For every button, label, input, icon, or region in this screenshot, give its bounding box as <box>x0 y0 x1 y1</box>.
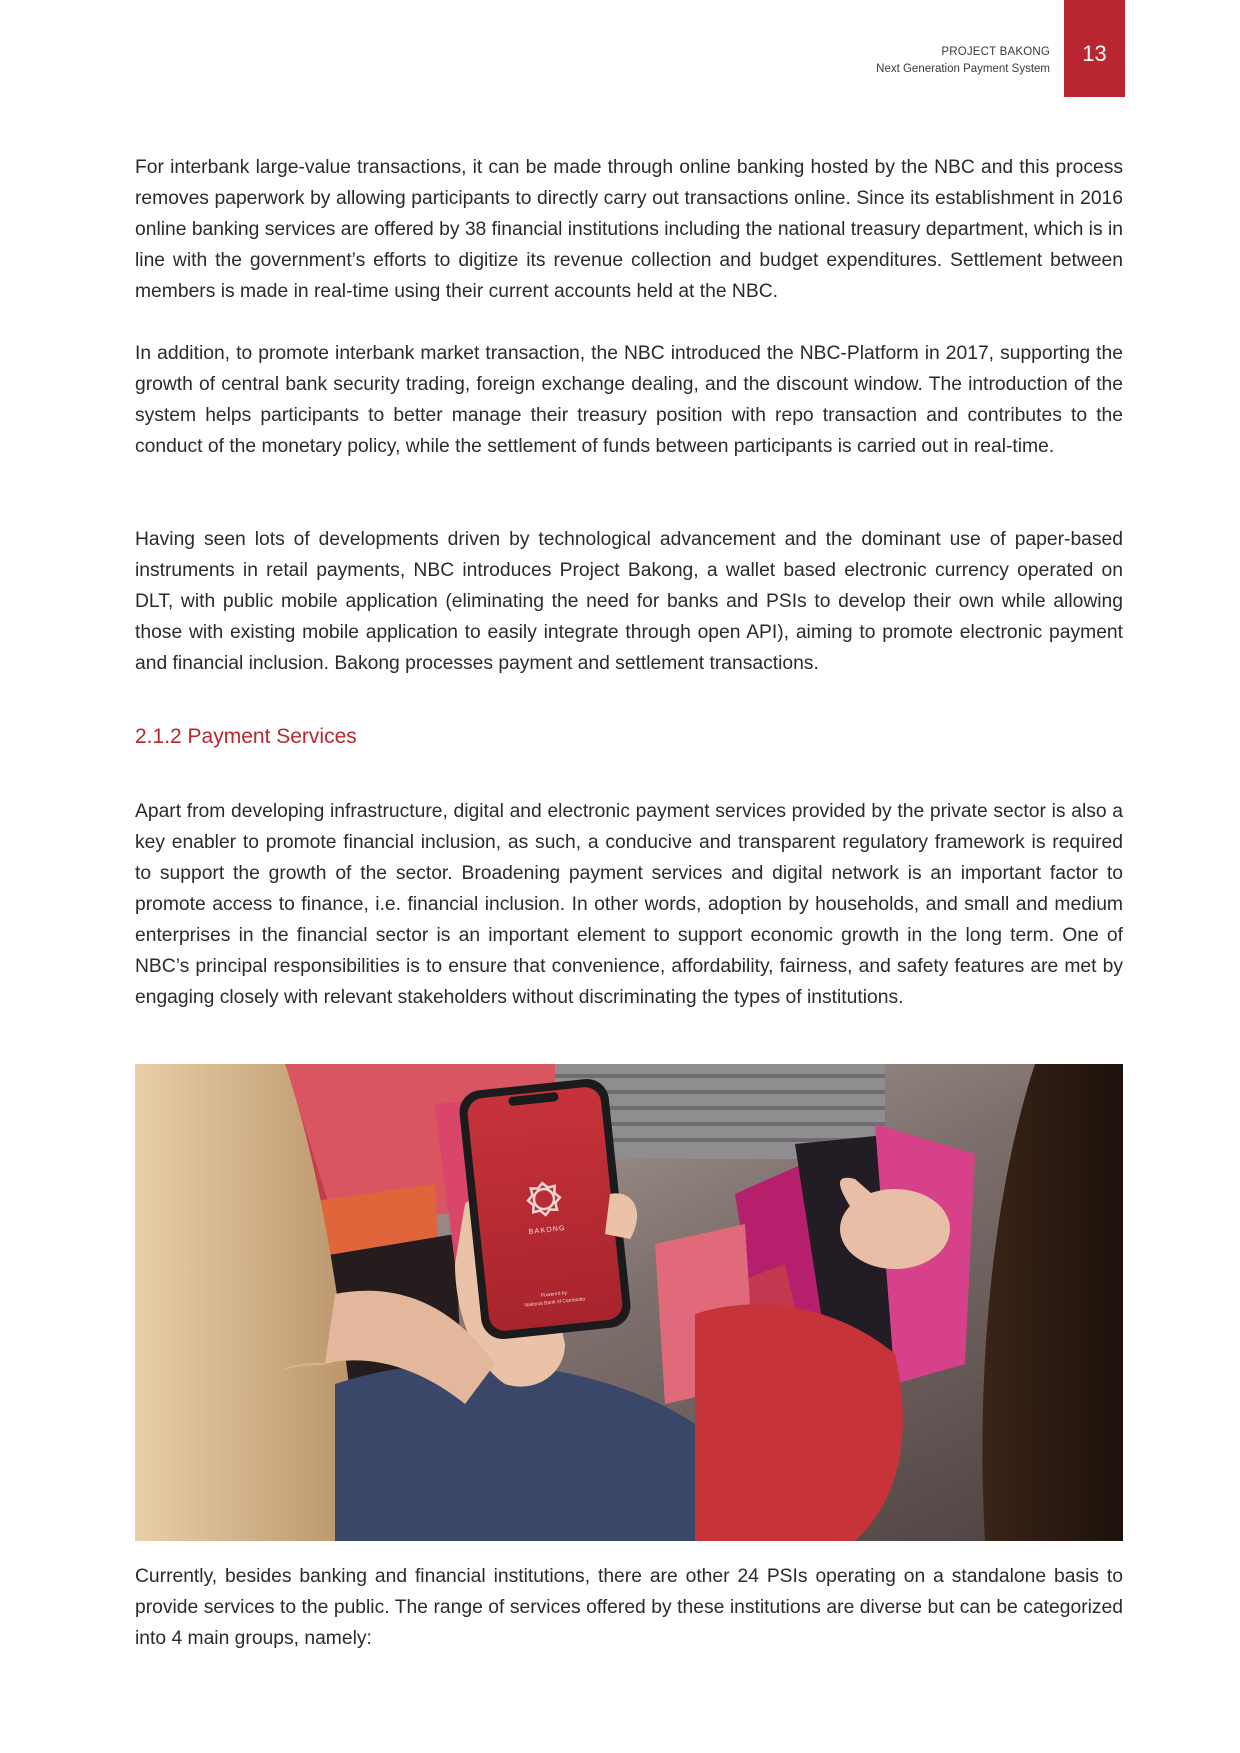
paragraph-nbc-platform: In addition, to promote interbank market transaction, the NBC introduced the NBC-Platform in 2017, supporting the growth of central bank security trading, foreign exchange dealing, and the discount window. The introduction of the system helps participants to better manage their treasury position with repo transaction and contributes to the conduct of the monetary policy, while the settlement of funds between participants is carried out in real-time. <box>135 343 1123 457</box>
powered-by-bank-label: National Bank of Cambodia <box>524 1296 586 1309</box>
page-number: 13 <box>1082 41 1107 66</box>
powered-by-label: Powered by <box>540 1290 568 1299</box>
header-subtitle: Next Generation Payment System <box>876 63 1050 75</box>
paragraph-online-banking: For interbank large-value transactions, it can be made through online banking hosted by the NBC and this process removes paperwork by allowing participants to directly carry out transactions online. Since its establishment in 2016 online banking services are offered by 38 financial institutions including the national treasury department, which is in line with the government’s efforts to digitize its revenue collection and budget expenditures. Settlement between members is made in real-time using their current accounts held at the NBC. <box>135 157 1123 302</box>
paragraph-payment-services: Apart from developing infrastructure, digital and electronic payment services provided by the private sector is also a key enabler to promote financial inclusion, as such, a conducive and transparent regulatory framework is required to support the growth of the sector. Broadening payment services and digital network is an important factor to promote access to finance, i.e. financial inclusion. In other words, adoption by households, and small and medium enterprises in the financial sector is an important element to support economic growth in the long term. One of NBC’s principal responsibilities is to ensure that convenience, affordability, fairness, and safety features are met by engaging closely with relevant stakeholders without discriminating the types of institutions. <box>135 801 1123 1008</box>
photo-shopping-bakong-app <box>135 1064 1123 1541</box>
header-project-title: PROJECT BAKONG <box>941 46 1050 58</box>
running-header <box>876 44 1050 78</box>
photo-illustration <box>135 1064 1123 1541</box>
page-number-tab <box>1064 0 1125 97</box>
paragraph-project-bakong: Having seen lots of developments driven by technological advancement and the dominant use of paper-based instruments in retail payments, NBC introduces Project Bakong, a wallet based electronic currency operated on DLT, with public mobile application (eliminating the need for banks and PSIs to develop their own while allowing those with existing mobile application to easily integrate through open API), aiming to promote electronic payment and financial inclusion. Bakong processes payment and settlement transactions. <box>135 529 1123 674</box>
paragraph-psi-overview: Currently, besides banking and financial institutions, there are other 24 PSIs operating on a standalone basis to provide services to the public. The range of services offered by these institutions are diverse but can be categorized into 4 main groups, namely: <box>135 1566 1123 1649</box>
section-heading: 2.1.2 Payment Services <box>135 725 357 748</box>
app-name-label: BAKONG <box>528 1224 567 1236</box>
